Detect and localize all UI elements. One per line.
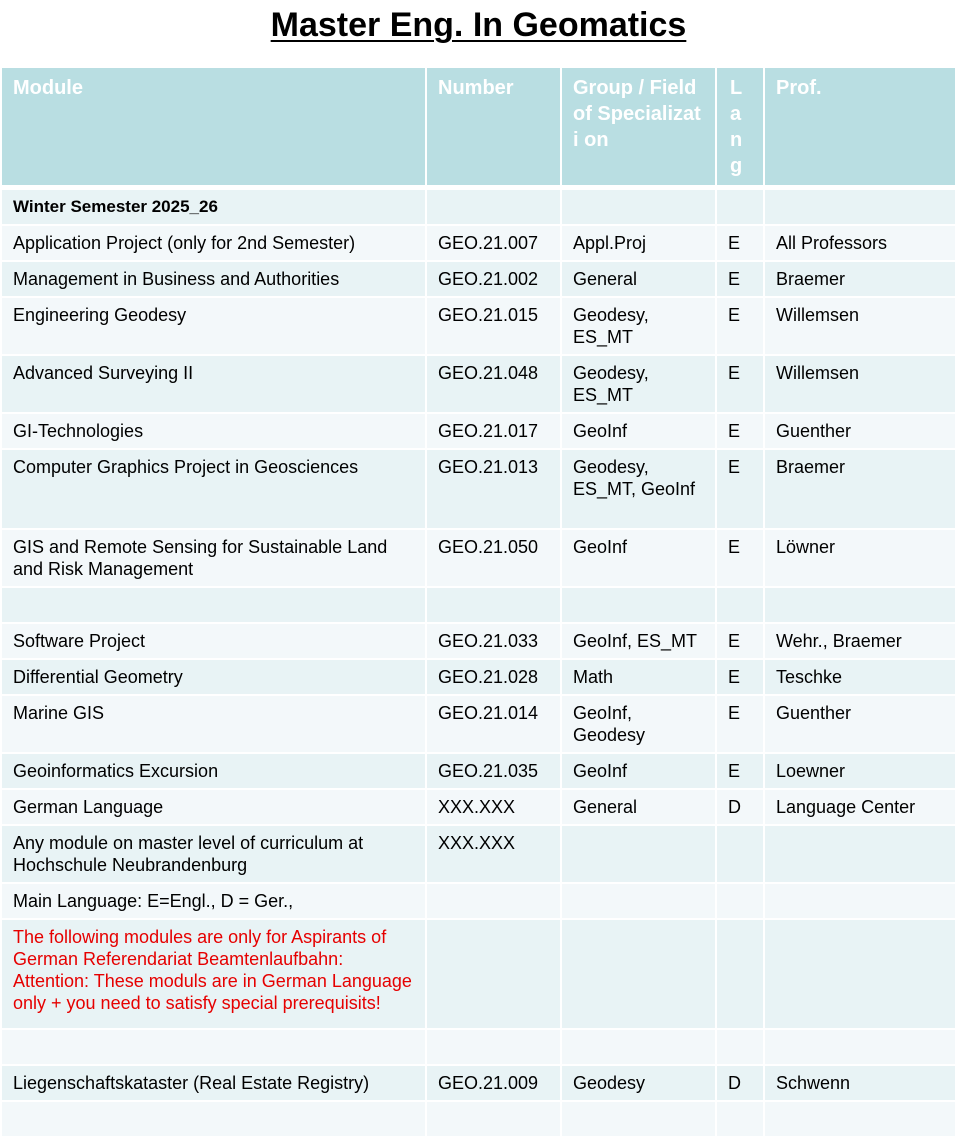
cell-module: Software Project <box>1 623 426 659</box>
table-header-row <box>1 67 956 188</box>
cell-lang: E <box>716 355 764 413</box>
cell-prof <box>764 825 956 883</box>
header-lang: L a n g <box>716 67 764 188</box>
table-row <box>1 529 956 587</box>
cell-module: Geoinformatics Excursion <box>1 753 426 789</box>
cell-lang: E <box>716 261 764 297</box>
cell-prof: Schwenn <box>764 1065 956 1101</box>
cell-group: Geodesy, ES_MT, GeoInf <box>561 449 716 529</box>
cell-prof: Loewner <box>764 753 956 789</box>
cell-number: GEO.21.035 <box>426 753 561 789</box>
referendariat-note: The following modules are only for Aspirants of German Referendariat Beamtenlaufbahn: Attention: These moduls are in German Language only + you need to satisfy special prerequisits! <box>1 919 426 1029</box>
cell-number: GEO.21.002 <box>426 261 561 297</box>
cell-prof: Willemsen <box>764 297 956 355</box>
cell-prof: Language Center <box>764 789 956 825</box>
cell-lang: E <box>716 695 764 753</box>
cell-number: GEO.21.033 <box>426 623 561 659</box>
cell-number: GEO.21.013 <box>426 449 561 529</box>
cell-module: Differential Geometry <box>1 659 426 695</box>
cell-number: XXX.XXX <box>426 825 561 883</box>
semester-row <box>1 188 956 226</box>
cell-module: Any module on master level of curriculum at Hochschule Neubrandenburg <box>1 825 426 883</box>
cell-number: GEO.21.048 <box>426 355 561 413</box>
language-note: Main Language: E=Engl., D = Ger., <box>1 883 426 919</box>
cell-group <box>561 825 716 883</box>
table-row <box>1 753 956 789</box>
cell-lang: D <box>716 1065 764 1101</box>
cell-group: Geodesy, ES_MT <box>561 297 716 355</box>
cell-prof: Guenther <box>764 695 956 753</box>
cell-lang: E <box>716 753 764 789</box>
note-row <box>1 883 956 919</box>
cell-group: GeoInf <box>561 529 716 587</box>
header-group: Group / Field of Specializati on <box>561 67 716 188</box>
note-row <box>1 919 956 1029</box>
spacer-row <box>1 1101 956 1137</box>
cell-prof: All Professors <box>764 225 956 261</box>
table-row <box>1 449 956 529</box>
cell-group: Appl.Proj <box>561 225 716 261</box>
cell-number: XXX.XXX <box>426 789 561 825</box>
cell-lang: E <box>716 413 764 449</box>
cell-module: Computer Graphics Project in Geosciences <box>1 449 426 529</box>
cell-module: Marine GIS <box>1 695 426 753</box>
cell-number: GEO.21.007 <box>426 225 561 261</box>
page-title: Master Eng. In Geomatics <box>270 6 687 44</box>
cell-module: GIS and Remote Sensing for Sustainable Land and Risk Management <box>1 529 426 587</box>
table-row <box>1 355 956 413</box>
table-row <box>1 225 956 261</box>
cell-group: GeoInf, ES_MT <box>561 623 716 659</box>
spacer-row <box>1 1029 956 1065</box>
cell-lang: D <box>716 789 764 825</box>
cell-module: Advanced Surveying II <box>1 355 426 413</box>
cell-module: German Language <box>1 789 426 825</box>
spacer-row <box>1 587 956 623</box>
cell-lang: E <box>716 225 764 261</box>
cell-prof: Guenther <box>764 413 956 449</box>
cell-lang: E <box>716 529 764 587</box>
cell-group: Geodesy <box>561 1065 716 1101</box>
cell-prof: Teschke <box>764 659 956 695</box>
table-row <box>1 789 956 825</box>
cell-module: Engineering Geodesy <box>1 297 426 355</box>
cell-number: GEO.21.050 <box>426 529 561 587</box>
cell-number: GEO.21.028 <box>426 659 561 695</box>
cell-group: GeoInf <box>561 413 716 449</box>
cell-module: Management in Business and Authorities <box>1 261 426 297</box>
cell-number: GEO.21.009 <box>426 1065 561 1101</box>
cell-number: GEO.21.015 <box>426 297 561 355</box>
table-row <box>1 413 956 449</box>
cell-group: GeoInf, Geodesy <box>561 695 716 753</box>
cell-group: General <box>561 789 716 825</box>
cell-group: Geodesy, ES_MT <box>561 355 716 413</box>
cell-lang: E <box>716 449 764 529</box>
table-row <box>1 825 956 883</box>
cell-module: Application Project (only for 2nd Semester) <box>1 225 426 261</box>
cell-lang: E <box>716 623 764 659</box>
cell-prof: Willemsen <box>764 355 956 413</box>
cell-lang <box>716 825 764 883</box>
cell-prof: Löwner <box>764 529 956 587</box>
table-row <box>1 297 956 355</box>
header-number: Number <box>426 67 561 188</box>
cell-group: GeoInf <box>561 753 716 789</box>
module-table <box>0 66 957 1138</box>
table-row <box>1 623 956 659</box>
table-row <box>1 695 956 753</box>
cell-lang: E <box>716 659 764 695</box>
cell-prof: Braemer <box>764 449 956 529</box>
cell-prof: Braemer <box>764 261 956 297</box>
cell-module: GI-Technologies <box>1 413 426 449</box>
table-row <box>1 659 956 695</box>
cell-number: GEO.21.014 <box>426 695 561 753</box>
cell-module: Liegenschaftskataster (Real Estate Registry) <box>1 1065 426 1101</box>
table-row <box>1 261 956 297</box>
cell-number: GEO.21.017 <box>426 413 561 449</box>
cell-prof: Wehr., Braemer <box>764 623 956 659</box>
cell-group: General <box>561 261 716 297</box>
semester-label: Winter Semester 2025_26 <box>1 188 426 226</box>
cell-lang: E <box>716 297 764 355</box>
header-module: Module <box>1 67 426 188</box>
header-prof: Prof. <box>764 67 956 188</box>
cell-group: Math <box>561 659 716 695</box>
table-row <box>1 1065 956 1101</box>
